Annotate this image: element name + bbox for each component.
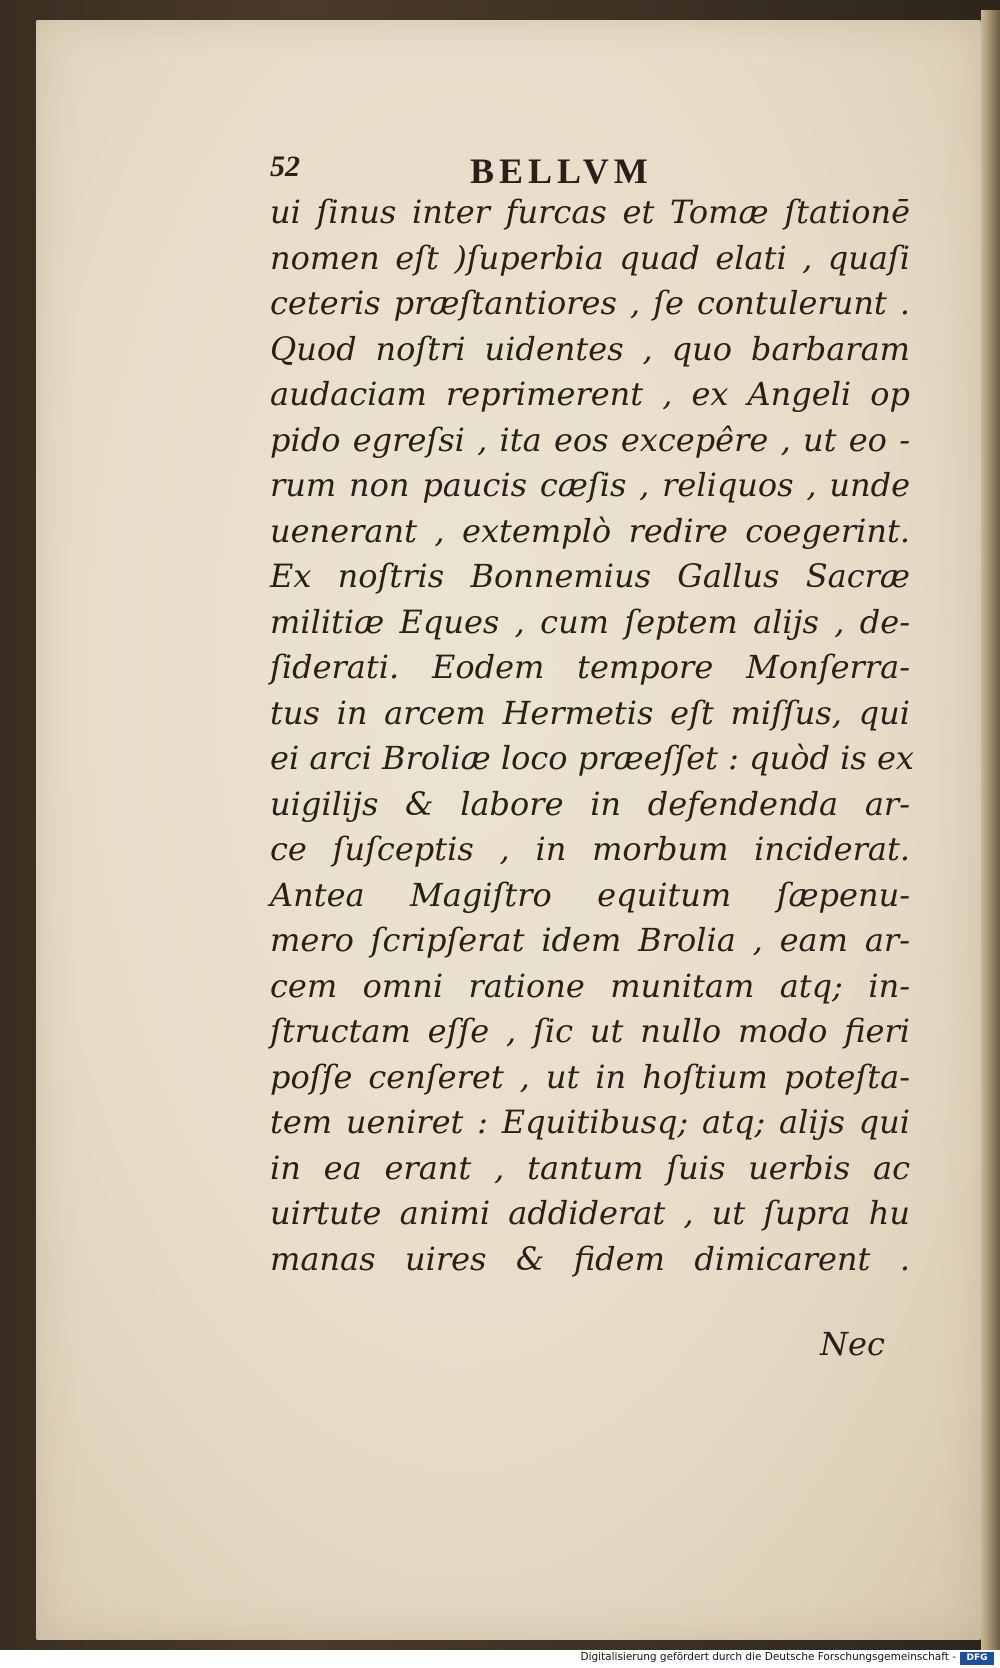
running-head: BELLVM	[470, 151, 653, 191]
text-line: uirtute animi addiderat , ut ſupra hu	[270, 1194, 910, 1232]
text-line: mero ſcripſerat idem Brolia , eam ar-	[270, 921, 910, 959]
text-line: Quod noſtri uidentes , quo barbaram	[270, 329, 910, 368]
text-line: nomen eſt )ſuperbia quad elati , quaſi	[270, 238, 910, 277]
text-line: pido egreſsi , ita eos excepêre , ut eo -	[270, 420, 910, 459]
text-line: ui ſinus inter furcas et Tomæ ſtationē	[270, 193, 910, 231]
text-line: ce ſuſceptis , in morbum inciderat.	[270, 830, 910, 868]
text-line: in ea erant , tantum ſuis uerbis ac	[270, 1148, 910, 1187]
text-line: ſiderati. Eodem tempore Monſerra-	[270, 648, 910, 686]
text-line: ei arci Broliæ loco præeſſet : quòd is ex	[270, 739, 914, 777]
text-line: militiæ Eques , cum ſeptem alijs , de-	[270, 602, 910, 641]
catchword: Nec	[820, 1325, 885, 1363]
dfg-logo: DFG	[960, 1652, 994, 1665]
text-line: tus in arcem Hermetis eſt miſſus, qui	[270, 693, 910, 732]
text-line: ceteris præſtantiores , ſe contulerunt .	[270, 284, 910, 322]
page-header	[270, 150, 870, 190]
text-line: Ex noſtris Bonnemius Gallus Sacræ	[270, 557, 910, 595]
body-text	[270, 190, 914, 1282]
text-line: Antea Magiſtro equitum ſæpenu-	[270, 875, 910, 914]
text-line: uenerant , extemplò redire coegerint.	[270, 511, 910, 550]
text-line: ſtructam eſſe , ſic ut nullo modo fieri	[270, 1012, 910, 1050]
footer-credit: Digitalisierung gefördert durch die Deutsche Forschungsgemeinschaft -	[580, 1651, 956, 1663]
text-line: cem omni ratione munitam atq; in-	[270, 966, 910, 1005]
page-edge	[981, 10, 1000, 1650]
text-line: poſſe cenſeret , ut in hoſtium poteſta-	[270, 1057, 910, 1096]
text-line: rum non paucis cæſis , reliquos , unde	[270, 466, 910, 504]
text-line: uigilijs & labore in defendenda ar-	[270, 784, 910, 823]
text-line: tem ueniret : Equitibusq; atq; alijs qui	[270, 1103, 910, 1141]
page-number: 52	[270, 150, 300, 183]
text-line: manas uires & fidem dimicarent .	[270, 1239, 910, 1278]
text-line: audaciam reprimerent , ex Angeli op	[270, 375, 910, 413]
